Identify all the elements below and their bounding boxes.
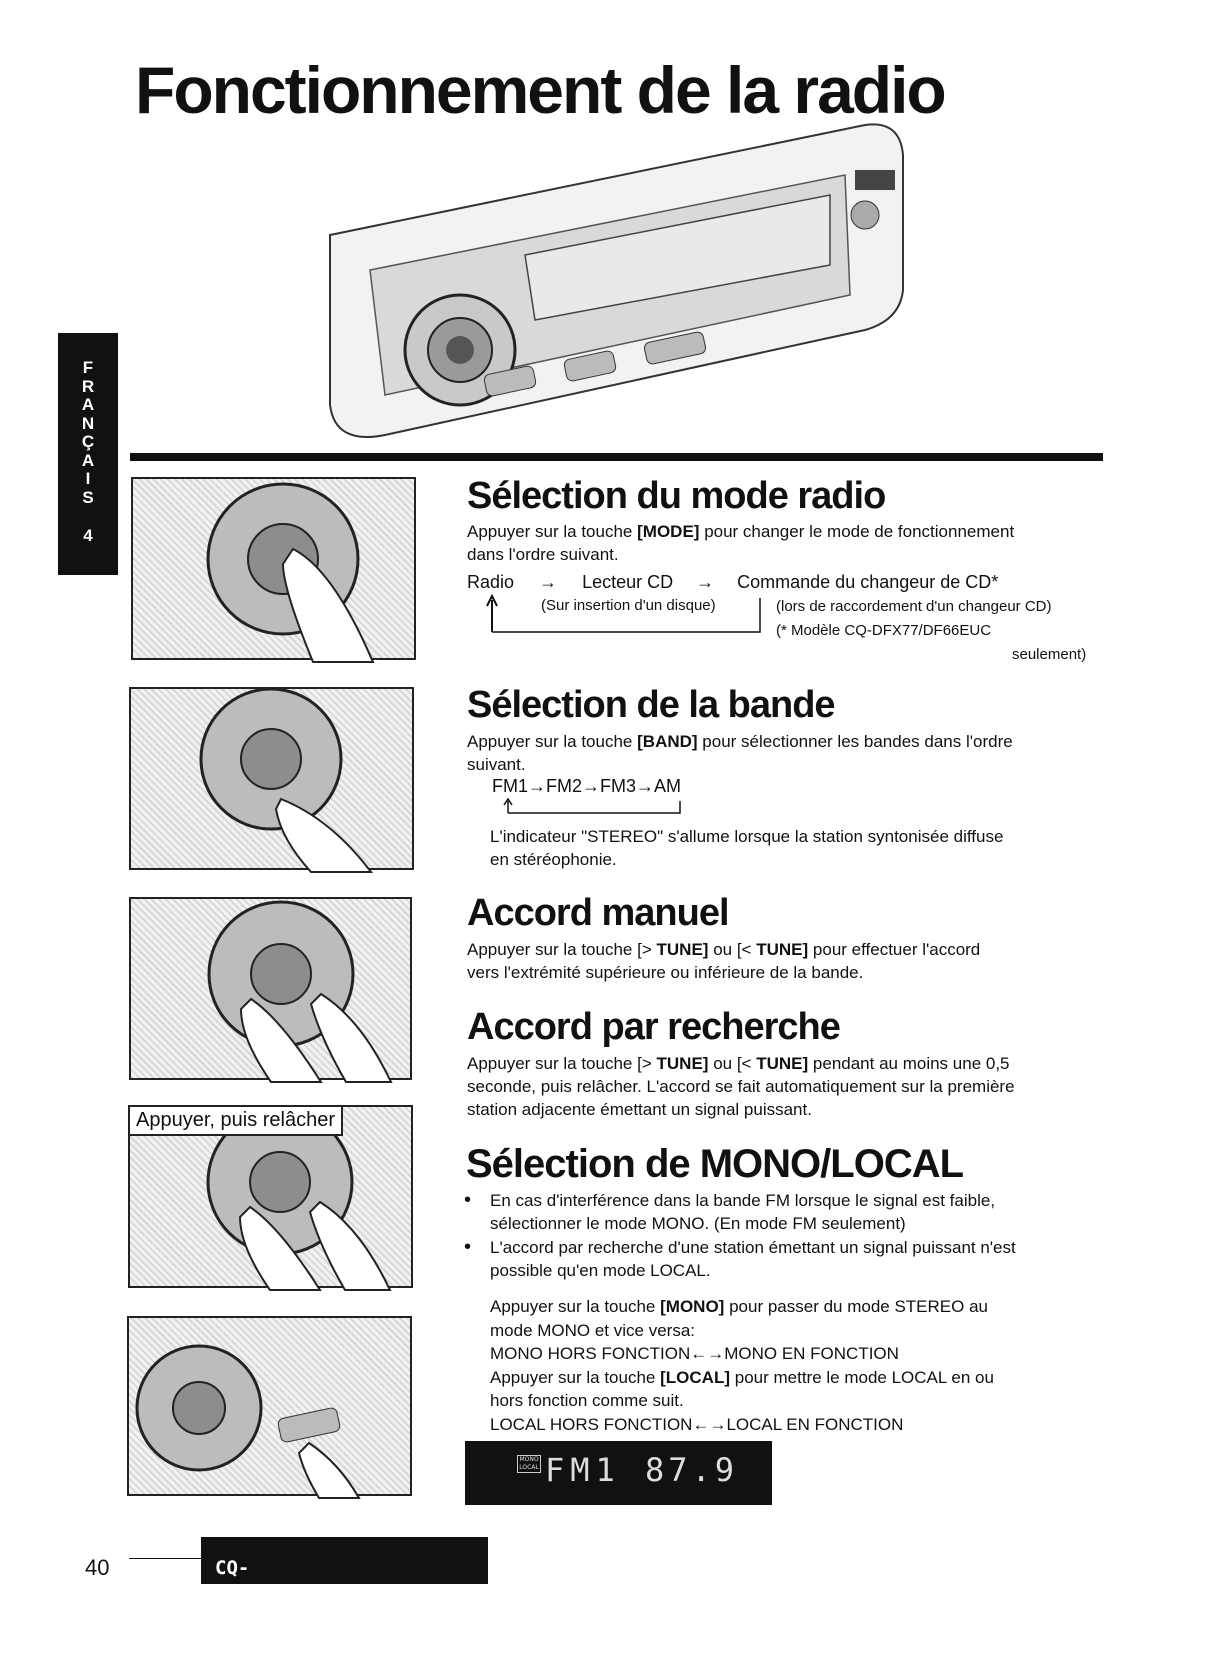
text: pour changer le mode de fonctionnement bbox=[704, 522, 1015, 541]
mode-paragraph bbox=[467, 520, 1107, 566]
text: pour passer du mode STEREO au bbox=[729, 1297, 988, 1316]
key-label: [MODE] bbox=[637, 522, 700, 541]
bullet-dot: • bbox=[464, 1236, 472, 1258]
key-label: TUNE] bbox=[756, 940, 809, 959]
manual-paragraph bbox=[467, 938, 1107, 984]
text: ou [< bbox=[713, 1054, 752, 1073]
key-label: TUNE] bbox=[656, 1054, 709, 1073]
note-only: seulement) bbox=[1012, 646, 1087, 663]
mono-instructions bbox=[490, 1295, 1110, 1436]
tab-number: 4 bbox=[83, 526, 93, 545]
seek-tune-photo bbox=[128, 1105, 413, 1288]
text: Appuyer sur la touche bbox=[490, 1367, 656, 1387]
lcd-frequency: 87.9 bbox=[645, 1451, 739, 1489]
key-label: TUNE] bbox=[756, 1054, 809, 1073]
text: mode MONO et vice versa: bbox=[490, 1320, 696, 1340]
note-model: (* Modèle CQ-DFX77/DF66EUC bbox=[776, 622, 992, 639]
photo-label: Appuyer, puis relâcher bbox=[130, 1107, 343, 1136]
text: Appuyer sur la touche bbox=[467, 732, 633, 751]
text: Appuyer sur la touche bbox=[467, 522, 633, 541]
text: L'indicateur "STEREO" s'allume lorsque la station syntonisée diffuse bbox=[490, 827, 1004, 846]
text: pendant au moins une 0,5 bbox=[812, 1054, 1010, 1073]
section-heading-seek: Accord par recherche bbox=[467, 1006, 840, 1048]
band-sequence: FM1→FM2→FM3→AM bbox=[492, 776, 681, 796]
tab-letter: N bbox=[81, 413, 95, 433]
band-paragraph bbox=[467, 730, 1107, 776]
text: pour sélectionner les bandes dans l'ordre bbox=[702, 732, 1013, 751]
text: hors fonction comme suit. bbox=[490, 1391, 684, 1410]
tab-letter: R bbox=[81, 376, 95, 396]
section-heading-manual: Accord manuel bbox=[467, 892, 729, 934]
text: sélectionner le mode MONO. (En mode FM seulement) bbox=[490, 1214, 906, 1233]
model-footer: CQ-DFX77/DFX55/DF66/DF44EUC bbox=[201, 1537, 488, 1584]
seek-paragraph bbox=[467, 1052, 1107, 1121]
key-label: [MONO] bbox=[660, 1297, 725, 1316]
flow-changer: Commande du changeur de CD* bbox=[737, 572, 999, 592]
tab-letter: S bbox=[82, 487, 94, 507]
tab-letter: I bbox=[85, 469, 91, 488]
text: vers l'extrémité supérieure ou inférieure de la bande. bbox=[467, 963, 864, 982]
text: dans l'ordre suivant. bbox=[467, 545, 619, 564]
bullet-dot: • bbox=[464, 1189, 472, 1211]
key-label: [LOCAL] bbox=[660, 1367, 730, 1387]
page-number: 40 bbox=[85, 1555, 110, 1580]
local-sequence: LOCAL HORS FONCTION←→LOCAL EN FONCTION bbox=[490, 1414, 904, 1434]
key-label: [BAND] bbox=[637, 732, 698, 751]
tab-letter: Ç bbox=[81, 432, 95, 451]
language-tab bbox=[58, 333, 118, 575]
stereo-note bbox=[490, 825, 1110, 871]
tab-letter: A bbox=[81, 395, 95, 414]
text: Appuyer sur la touche bbox=[490, 1297, 656, 1316]
text: Appuyer sur la touche [> bbox=[467, 1054, 652, 1073]
lcd-indicator bbox=[517, 1455, 541, 1473]
mono-indicator: MONO bbox=[519, 1456, 539, 1463]
text: pour mettre le mode LOCAL en ou bbox=[734, 1367, 994, 1387]
arrow: → bbox=[539, 572, 558, 592]
car-radio-illustration bbox=[325, 115, 910, 445]
section-divider bbox=[130, 453, 1103, 461]
key-label: TUNE] bbox=[656, 940, 709, 959]
text: ou [< bbox=[713, 940, 752, 959]
mono-local-photo bbox=[127, 1316, 412, 1496]
local-indicator: LOCAL bbox=[519, 1464, 539, 1471]
mono-bullet-2 bbox=[490, 1236, 1110, 1282]
section-heading-mono: Sélection de MONO/LOCAL bbox=[466, 1142, 964, 1186]
flow-cd: Lecteur CD bbox=[582, 572, 674, 592]
mode-flow bbox=[467, 572, 1107, 593]
manual-tune-photo bbox=[129, 897, 412, 1080]
text: seconde, puis relâcher. L'accord se fait automatiquement sur la première bbox=[467, 1077, 1015, 1096]
lcd-band: FM1 bbox=[545, 1451, 621, 1489]
text: suivant. bbox=[467, 755, 526, 774]
mono-bullet-1 bbox=[490, 1189, 1110, 1235]
text: station adjacente émettant un signal puissant. bbox=[467, 1100, 812, 1119]
note-cd: (Sur insertion d'un disque) bbox=[541, 597, 716, 614]
arrow: → bbox=[696, 572, 715, 592]
band-return-arrow bbox=[500, 797, 690, 817]
text: en stéréophonie. bbox=[490, 850, 617, 869]
section-heading-band: Sélection de la bande bbox=[467, 684, 835, 726]
lcd-display bbox=[465, 1441, 772, 1505]
mono-sequence: MONO HORS FONCTION←→MONO EN FONCTION bbox=[490, 1344, 899, 1363]
text: Appuyer sur la touche [> bbox=[467, 940, 652, 959]
note-changer: (lors de raccordement d'un changeur CD) bbox=[776, 598, 1052, 615]
text: En cas d'interférence dans la bande FM lorsque le signal est faible, bbox=[490, 1191, 996, 1210]
band-button-photo bbox=[129, 687, 414, 870]
footer-line bbox=[129, 1558, 204, 1559]
flow-radio: Radio bbox=[467, 572, 515, 592]
mode-button-photo bbox=[131, 477, 416, 660]
text: L'accord par recherche d'une station émettant un signal puissant n'est bbox=[490, 1238, 1016, 1257]
section-heading-mode: Sélection du mode radio bbox=[467, 475, 886, 517]
page-title: Fonctionnement de la radio bbox=[135, 53, 945, 127]
text: pour effectuer l'accord bbox=[812, 940, 981, 959]
text: possible qu'en mode LOCAL. bbox=[490, 1261, 711, 1280]
tab-letter: A bbox=[81, 450, 95, 470]
tab-letter: F bbox=[82, 358, 94, 377]
